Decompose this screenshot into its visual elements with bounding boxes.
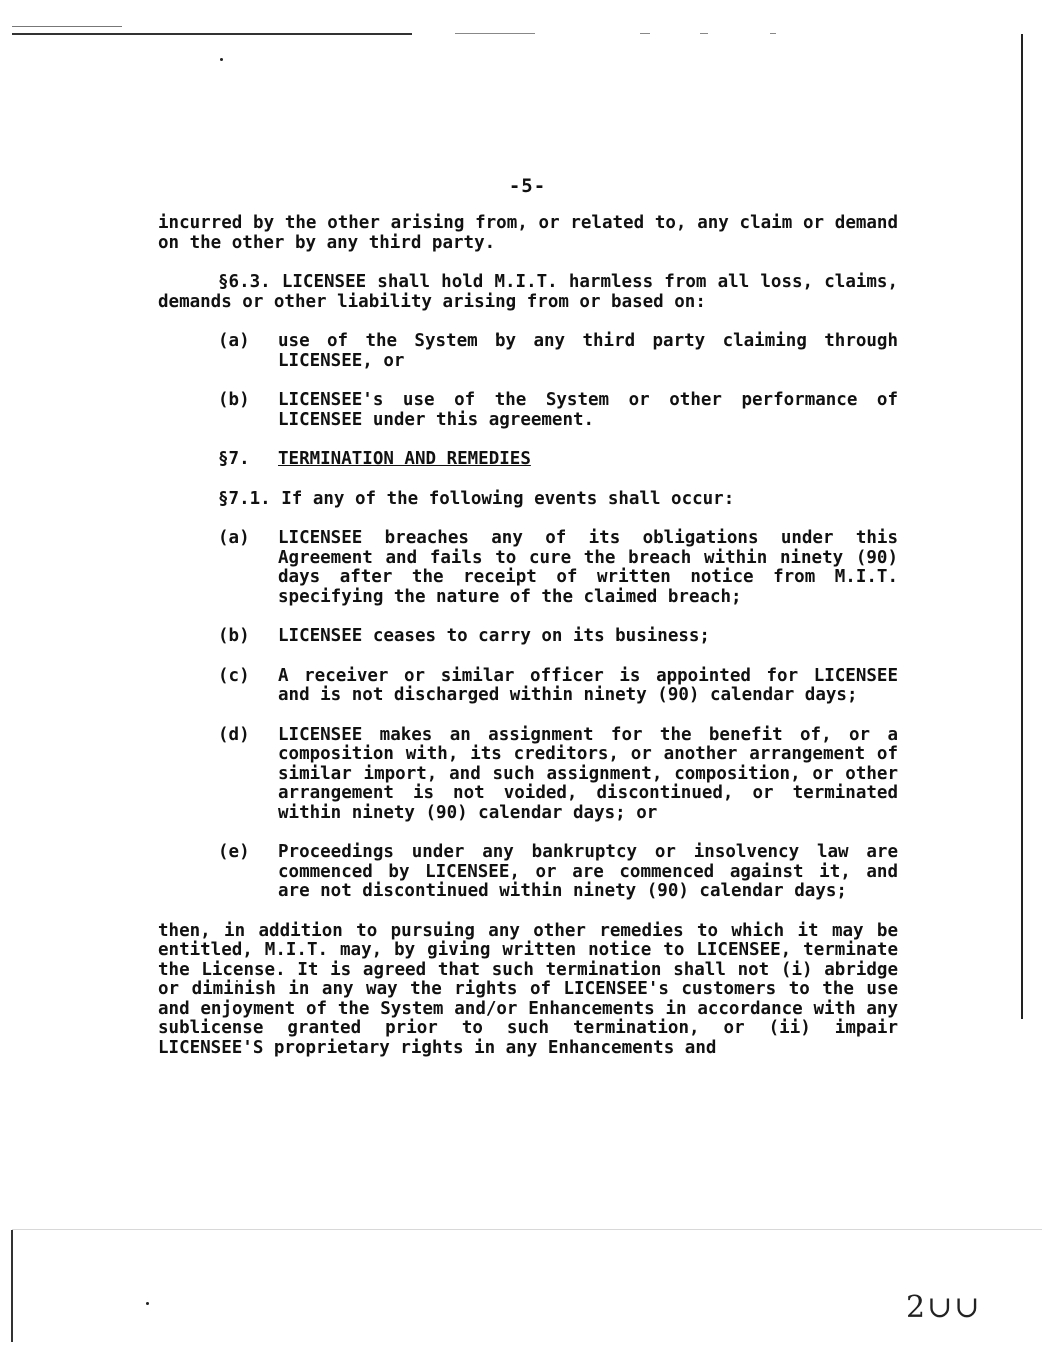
scan-artifact-dash <box>640 33 650 34</box>
list-item <box>158 726 898 824</box>
section-7-heading <box>158 450 898 470</box>
scan-artifact-line <box>12 1229 1042 1230</box>
scan-artifact-dash <box>700 33 708 34</box>
closing-paragraph: then, in addition to pursuing any other remedies to which it may be entitled, M.I.T. may, by giving written notice to LICENSEE, terminate the License. It is agreed that such termination shall not (i) abridge or diminish in any way the rights of LICENSEE's customers to the use and enjoyment of the System and/or Enhancements in accordance with any sublicense granted prior to such termination, or (ii) impair LICENSEE'S proprietary rights in any Enhancements and <box>158 920 898 1058</box>
page-stamp: 2∪∪ <box>906 1290 982 1325</box>
list-item <box>158 332 898 371</box>
section-6-3: §6.3. LICENSEE shall hold M.I.T. harmless from all loss, claims, demands or other liability arising from or based on: <box>158 272 898 312</box>
list-item-text: LICENSEE ceases to carry on its business; <box>278 626 710 646</box>
scan-speck <box>146 1302 149 1305</box>
list-item <box>158 627 898 647</box>
list-item-text: A receiver or similar officer is appointed for LICENSEE and is not discharged within ninety (90) calendar days; <box>278 665 898 705</box>
section-number: §7. <box>218 449 250 469</box>
list-item <box>158 391 898 430</box>
document-body <box>158 214 898 1078</box>
list-item-label: (d) <box>218 724 250 745</box>
list-item-label: (a) <box>218 331 250 351</box>
list-item-label: (e) <box>218 842 250 862</box>
section-title: TERMINATION AND REMEDIES <box>278 449 531 469</box>
scan-artifact-line <box>12 26 122 27</box>
list-item-label: (b) <box>218 626 250 646</box>
scan-artifact-dash <box>770 33 776 34</box>
page-number: -5- <box>508 175 547 197</box>
list-item-text: LICENSEE's use of the System or other performance of LICENSEE under this agreement. <box>278 390 898 430</box>
section-7-1: §7.1. If any of the following events shall occur: <box>218 488 735 509</box>
scan-artifact-edge <box>11 1230 13 1342</box>
intro-paragraph: incurred by the other arising from, or related to, any claim or demand on the other by any third party. <box>158 213 898 253</box>
list-item <box>158 843 898 902</box>
list-item <box>158 667 898 706</box>
list-item-label: (a) <box>218 528 250 548</box>
scan-artifact-line <box>12 33 412 35</box>
list-item-text: use of the System by any third party claiming through LICENSEE, or <box>278 331 898 371</box>
list-item <box>158 529 898 607</box>
list-item-label: (c) <box>218 665 250 686</box>
scan-artifact-dash <box>455 33 535 34</box>
scan-speck <box>220 58 223 61</box>
list-item-text: Proceedings under any bankruptcy or insolvency law are commenced by LICENSEE, or are commenced against it, and are not discontinued within ninety (90) calendar days; <box>278 842 898 901</box>
list-item-text: LICENSEE makes an assignment for the benefit of, or a composition with, its creditors, or another arrangement of similar import, and such assignment, composition, or other arrangement is not voided, discontinued, or terminated within ninety (90) calendar days; or <box>278 724 898 823</box>
list-item-text: LICENSEE breaches any of its obligations under this Agreement and fails to cure the breach within ninety (90) days after the receipt of written notice from M.I.T. specifying the nature of the claimed breach; <box>278 528 898 607</box>
list-item-label: (b) <box>218 390 250 410</box>
